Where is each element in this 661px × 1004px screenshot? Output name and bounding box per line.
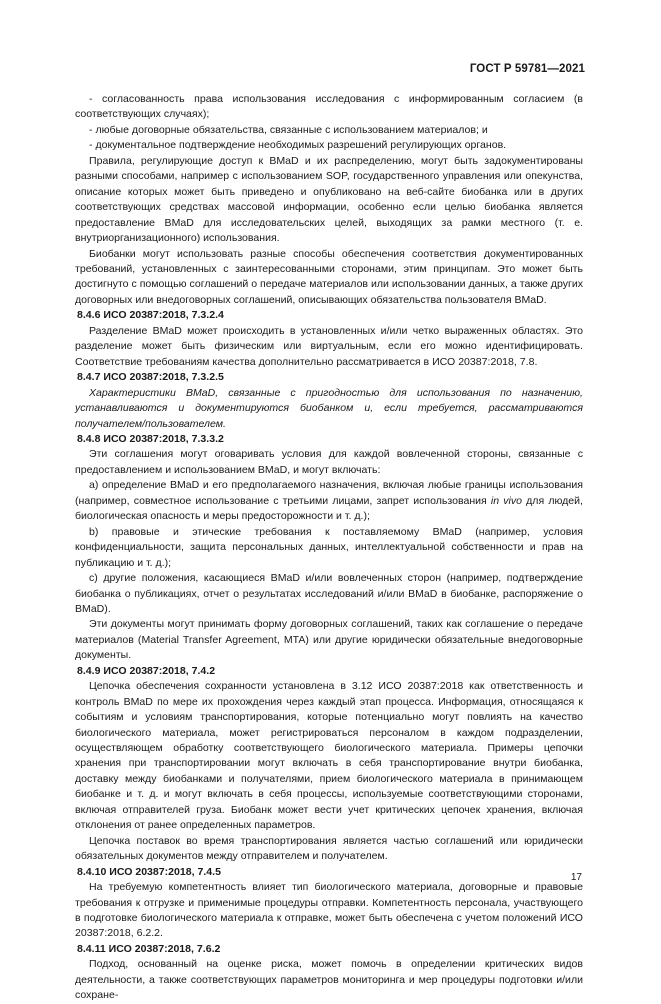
paragraph: Подход, основанный на оценке риска, может помочь в определении критических видов деятельности, а также соответствующих параметров мониторинга и мер процедуры подготовки и/или сохране-	[75, 958, 583, 1002]
standard-header: ГОСТ Р 59781—2021	[469, 63, 585, 75]
list-item-text: a) определение BMaD и его предполагаемого назначения, включая любые границы использования (например, совместное использование с третьими лицами, запрет использования	[75, 479, 583, 507]
italic-text: Характеристики BMaD, связанные с пригодностью для использования по назначению, устанавливаются и документируются биобанком и, если требуется, рассматриваются получателем/пользователем.	[75, 386, 583, 430]
section-heading: 8.4.9 ИСО 20387:2018, 7.4.2	[77, 664, 216, 677]
paragraph: Цепочка обеспечения сохранности установлена в 3.12 ИСО 20387:2018 как ответственность и контроль BMaD по мере их прохождения через каждый этап процесса. Информация, относящаяся к событиям и условиям транспортирования, которые потенциально могут повлиять на качество биологического материала, может регистрироваться персоналом в каждом подразделении, осуществляющем обработку соответствующего биологического материала. Примеры цепочки хранения при транспортировании могут включать в себя транспортирование внутри биобанка, доставку между биобанками и получателями, прием биологического материала в принимающем биобанке и т. д. и могут включать в себя процессы, используемые соответствующими сторонами, включая отправителей груза. Биобанк может вести учет критических цепочек хранения, включая отклонения от ранее определенных параметров.	[75, 680, 583, 832]
document-body	[75, 92, 583, 1004]
paragraph	[75, 386, 583, 432]
page-number: 17	[570, 872, 582, 883]
paragraph: Биобанки могут использовать разные способы обеспечения соответствия документированных требований, установленных с заинтересованными сторонами, этим принципам. Это может быть достигнуто с помощью соглашений о передаче материалов или использовании данных, а также других договорных или внедоговорных соглашений, описывающих обязательства пользователя BMaD.	[75, 247, 583, 306]
paragraph: Разделение BMaD может происходить в установленных и/или четко выраженных областях. Это разделение может быть физическим или виртуальным, если его можно идентифицировать. Соответствие требованиям качества дополнительно рассматривается в ИСО 20387:2018, 7.8.	[75, 324, 583, 368]
paragraph: Цепочка поставок во время транспортирования является частью соглашений или юридически обязательных документов между отправителем и получателем.	[75, 834, 583, 863]
list-item	[75, 478, 583, 524]
italic-term: in vivo	[490, 494, 523, 507]
paragraph: Правила, регулирующие доступ к BMaD и их распределению, могут быть задокументированы разными способами, например с использованием SOP, государственного управления или опекунства, описание которых может быть приведено и опубликовано на веб-сайте биобанка или в других соответствующих средствах массовой информации, особенно если целью биобанка является предоставление BMaD для исследовательских целей, выходящих за рамки местного (т. е. внутриорганизационного) использования.	[75, 154, 583, 245]
list-item: - согласованность права использования исследования с информированным согласием (в соответствующих случаях);	[75, 93, 583, 121]
list-item: c) другие положения, касающиеся BMaD и/или вовлеченных сторон (например, подтверждение биобанка о публикациях, отчет о результатах исследований и/или BMaD в биобанке, распоряжение о BMaD).	[75, 572, 583, 615]
list-item: - документальное подтверждение необходимых разрешений регулирующих органов.	[89, 139, 507, 152]
paragraph: Эти соглашения могут оговаривать условия для каждой вовлеченной стороны, связанные с предоставлением и использованием BMaD, и могут включать:	[75, 448, 583, 476]
list-item: - любые договорные обязательства, связанные с использованием материалов; и	[89, 123, 488, 136]
list-item: b) правовые и этические требования к поставляемому BMaD (например, условия конфиденциальности, защита персональных данных, интеллектуальной собственности и прав на публикацию и т. д.);	[75, 525, 583, 569]
paragraph: На требуемую компетентность влияет тип биологического материала, договорные и правовые требования к отгрузке и применимые процедуры отправки. Компетентность персонала, участвующего в подготовке биологического материала к отправке, может быть обеспечена с учетом положений ИСО 20387:2018, 6.2.2.	[75, 881, 583, 940]
section-heading: 8.4.6 ИСО 20387:2018, 7.3.2.4	[77, 309, 224, 322]
section-heading: 8.4.10 ИСО 20387:2018, 7.4.5	[77, 865, 221, 878]
section-heading: 8.4.8 ИСО 20387:2018, 7.3.3.2	[77, 432, 224, 445]
list-item-text: для людей, биологическая опасность и меры предосторожности и т. д.);	[75, 494, 583, 523]
section-heading: 8.4.11 ИСО 20387:2018, 7.6.2	[77, 942, 221, 955]
section-heading: 8.4.7 ИСО 20387:2018, 7.3.2.5	[77, 371, 224, 384]
paragraph: Эти документы могут принимать форму договорных соглашений, таких как соглашение о передаче материалов (Material Transfer Agreement, MTA) или другие юридически обязательные внедоговорные документы.	[75, 618, 583, 662]
